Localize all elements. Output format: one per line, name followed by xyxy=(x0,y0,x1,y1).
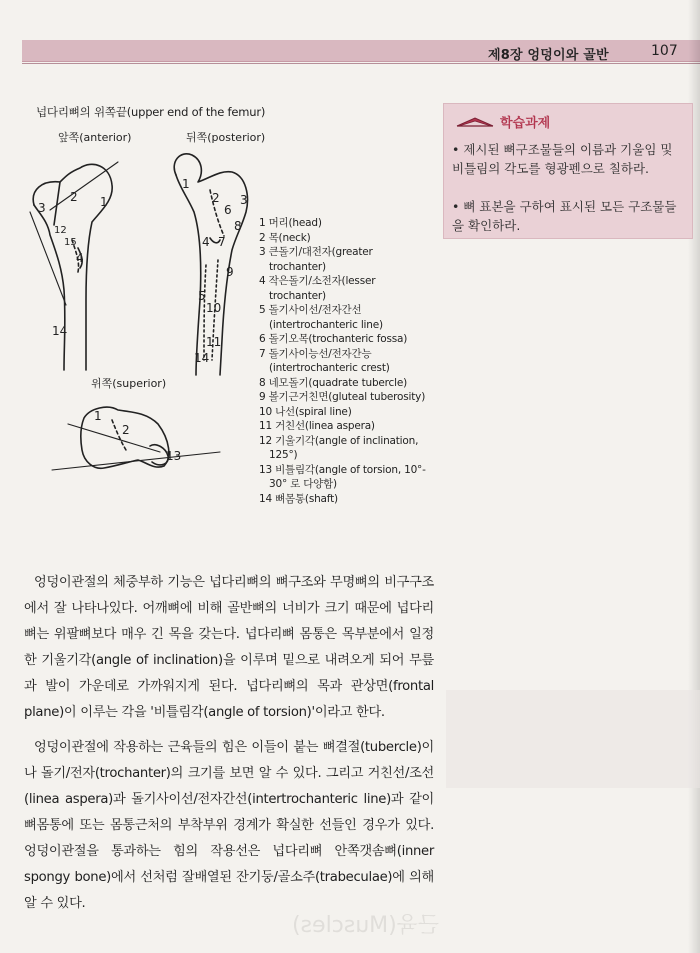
chapter-title: 제8장 엉덩이와 골반 xyxy=(488,48,609,63)
legend-item: 9 볼기근거친면(gluteal tuberosity) xyxy=(259,391,426,403)
posterior-number-5: 5 xyxy=(198,289,206,303)
posterior-number-7: 7 xyxy=(218,235,226,249)
legend-item: 13 비틀림각(angle of torsion, 10°- xyxy=(259,463,426,476)
legend-item: 11 거친선(linea aspera) xyxy=(259,420,375,432)
legend-item: 7 돌기사이능선/전자간능 xyxy=(259,347,372,360)
view-label-posterior: 뒤쪽(posterior) xyxy=(186,131,266,144)
legend-item: 14 뼈몸통(shaft) xyxy=(259,492,338,505)
anterior-number-2: 2 xyxy=(70,190,78,204)
posterior-number-9: 9 xyxy=(226,265,234,279)
legend-item: trochanter) xyxy=(269,289,326,302)
legend-item: trochanter) xyxy=(269,260,326,273)
legend-item: 5 돌기사이선/전자간선 xyxy=(259,304,362,316)
legend-item: 10 나선(spiral line) xyxy=(259,405,352,418)
open-book-icon xyxy=(455,112,495,130)
learning-task-item: • 제시된 뼈구조물들의 이름과 기울임 및 비틀림의 각도를 형광펜으로 칠하라. xyxy=(452,142,673,176)
posterior-number-2: 2 xyxy=(212,191,220,205)
body-paragraph-2: 엉덩이관절에 작용하는 근육들의 힘은 이들이 붙는 뼈결절(tubercle)이나 돌기/전자(trochanter)의 크기를 보면 알 수 있다. 그리고 거친선/조선(linea aspera)과 돌기사이선/전자간선(intertrochanteric line)과 같이 뼈몸통에 또는 몸통근처의 부착부위 경계가 확실한 선들인 경우가 있다. 엉덩이관절을 통과하는 힘의 작용선은 넙다리뼈 안쪽갯솜뼈(inner spongy bone)에서 선처럼 잘배열된 잔기둥/골소주(trabeculae)에 의해 알 수 있다. xyxy=(24,740,434,911)
anterior-number-12: 12 xyxy=(54,225,67,236)
legend-item: 4 작은돌기/소전자(lesser xyxy=(259,275,376,287)
posterior-number-11: 11 xyxy=(206,335,222,349)
figure-title: 넙다리뼈의 위쪽끝(upper end of the femur) xyxy=(36,105,266,119)
legend-item: 30° 로 다양함) xyxy=(269,478,337,490)
bleed-through-heading: 근육(Muscles) xyxy=(292,913,440,938)
anterior-number-14: 14 xyxy=(52,324,68,338)
posterior-number-14: 14 xyxy=(194,351,210,365)
learning-task-item: • 뼈 표본을 구하여 표시된 모든 구조물들을 확인하라. xyxy=(452,199,677,233)
legend-item: 6 돌기오목(trochanteric fossa) xyxy=(259,333,408,345)
anterior-number-1: 1 xyxy=(100,195,108,209)
superior-number-13: 13 xyxy=(166,449,182,463)
posterior-number-8: 8 xyxy=(234,219,242,233)
view-label-superior: 위쪽(superior) xyxy=(91,377,167,390)
view-label-anterior: 앞쪽(anterior) xyxy=(58,131,132,144)
anterior-number-3: 3 xyxy=(38,201,46,215)
posterior-number-1: 1 xyxy=(182,177,190,191)
posterior-number-6: 6 xyxy=(224,203,232,217)
figure-legend xyxy=(259,216,429,506)
posterior-number-3: 3 xyxy=(240,193,248,207)
legend-item: 125°) xyxy=(269,449,298,461)
legend-item: 3 큰돌기/대전자(greater xyxy=(259,246,373,258)
body-paragraph-1: 엉덩이관절의 체중부하 기능은 넙다리뼈의 뼈구조와 무명뼈의 비구구조에서 잘 나타나있다. 어깨뼈에 비해 골반뼈의 너비가 크기 때문에 넙다리뼈는 위팔뼈보다 매우 긴 목을 갖는다. 넙다리뼈 몸통은 목부분에서 일정한 기울기각(angle of inclination)을 이루며 밑으로 내려오게 되어 무릎과 발이 가운데로 가까워지게 된다. 넙다리뼈의 목과 관상면(frontal plane)이 이루는 각을 '비틀림각(angle of torsion)'이라고 한다. xyxy=(24,575,434,720)
superior-number-1: 1 xyxy=(94,409,102,423)
legend-item: (intertrochanteric line) xyxy=(269,318,383,331)
superior-number-2: 2 xyxy=(122,423,130,437)
posterior-number-4: 4 xyxy=(202,235,210,249)
legend-item: 1 머리(head) xyxy=(259,217,322,229)
legend-item: 8 네모돌기(quadrate tubercle) xyxy=(259,376,408,389)
legend-item: 2 목(neck) xyxy=(259,231,311,244)
bleed-through-box xyxy=(446,690,700,788)
anterior-number-4: 4 xyxy=(76,251,84,265)
page-number: 107 xyxy=(651,43,678,59)
legend-item: (intertrochanteric crest) xyxy=(269,362,390,374)
legend-item: 12 기울기각(angle of inclination, xyxy=(259,434,419,447)
anterior-number-15: 15 xyxy=(64,237,77,248)
posterior-number-10: 10 xyxy=(206,301,222,315)
learning-task-title: 학습과제 xyxy=(500,116,551,131)
